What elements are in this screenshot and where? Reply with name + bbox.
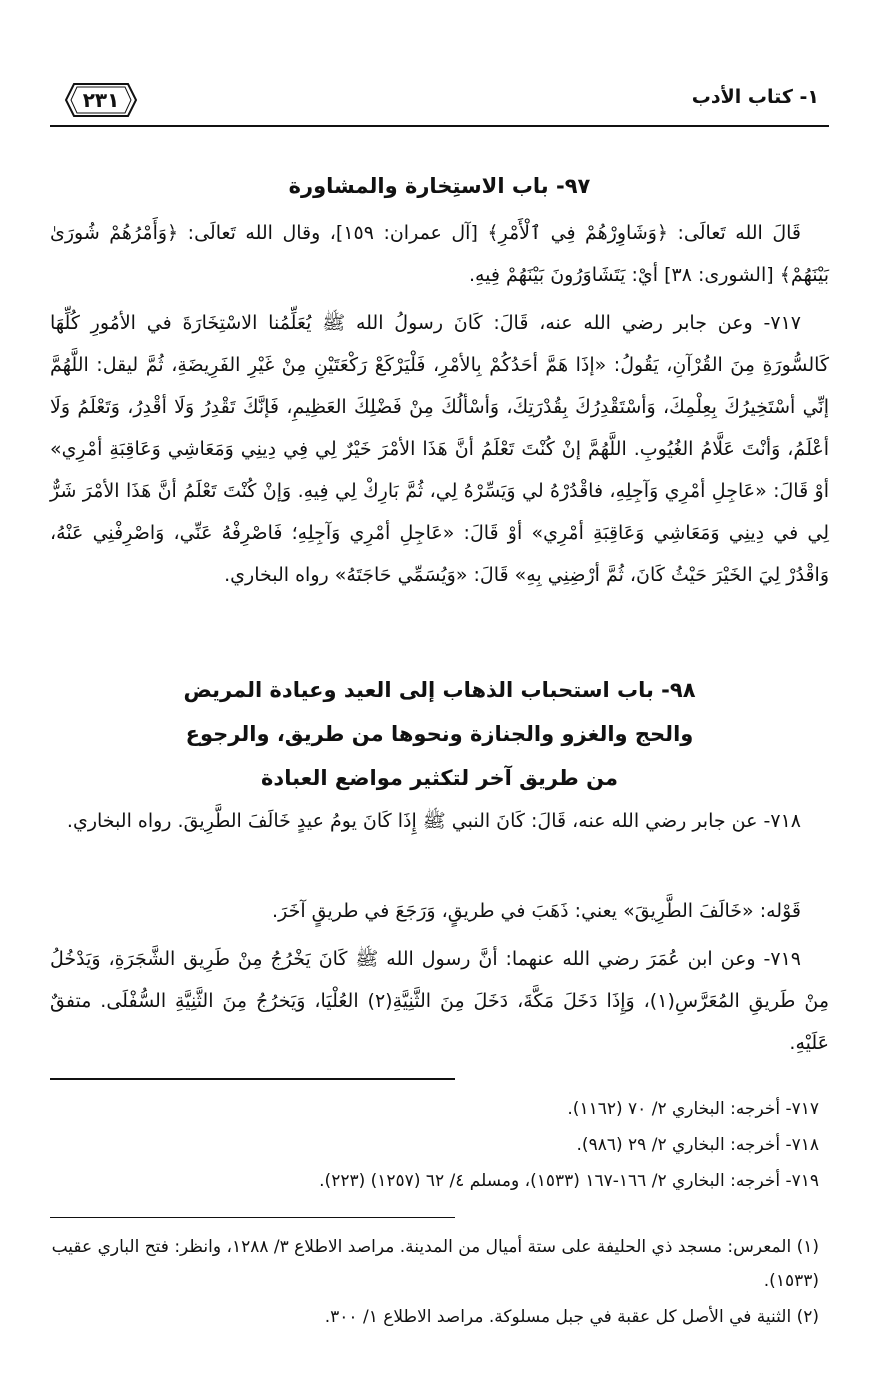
source-718: ٧١٨- أخرجه: البخاري ٢/ ٢٩ (٩٨٦). (576, 1135, 819, 1155)
hadith-719: ٧١٩- وعن ابن عُمَرَ رضي الله عنهما: أنَّ رسول الله ﷺ كَانَ يَخْرُجُ مِنْ طَرِيق الشَّجَرَةِ، وَيَدْخُلُ مِنْ طَريقِ المُعَرَّسِ(١)، وَإِذَا دَخَلَ مَكَّةَ، دَخَلَ مِنَ الثَّنِيَّةِ(٢) العُلْيَا، وَيَخرُجُ مِنَ الثَّنِيَّةِ السُّفْلَى. متفقٌ عَلَيْهِ. (50, 948, 829, 1054)
section-97-title: ٩٧- باب الاستِخارة والمشاورة (288, 174, 591, 198)
page-number: ٢٣١ (82, 88, 120, 112)
sources-rule (50, 1078, 455, 1080)
section-98-title-line2: والحج والغزو والجنازة ونحوها من طريق، والرجوع (185, 722, 694, 746)
source-717: ٧١٧- أخرجه: البخاري ٢/ ٧٠ (١١٦٢). (567, 1099, 819, 1119)
section-97-intro: قَالَ الله تَعالَى: ﴿وَشَاوِرْهُمْ فِي ٱلْأَمْرِ﴾ [آل عمران: ١٥٩]، وقال الله تَعالَى: ﴿وَأَمْرُهُمْ شُورَىٰ بَيْنَهُمْ﴾ [الشورى: ٣٨] أيْ: يَتَشَاوَرُونَ بَيْنَهُمْ فِيهِ. (50, 222, 829, 286)
hadith-718: ٧١٨- عن جابر رضي الله عنه، قَالَ: كَانَ النبي ﷺ إِذَا كَانَ يومُ عيدٍ خَالَفَ الطَّرِيقَ. رواه البخاري. (66, 810, 801, 832)
footnotes-rule (50, 1217, 455, 1218)
running-head: ١- كتاب الأدب (691, 86, 819, 108)
source-719: ٧١٩- أخرجه: البخاري ٢/ ١٦٦-١٦٧ (١٥٣٣)، ومسلم ٤/ ٦٢ (١٢٥٧) (٢٢٣). (319, 1171, 819, 1191)
section-98-title-line3: من طريق آخر لتكثير مواضع العبادة (261, 766, 618, 790)
hadith-717: ٧١٧- وعن جابر رضي الله عنه، قَالَ: كَانَ رسولُ الله ﷺ يُعَلِّمُنا الاسْتِخَارَةَ في الأمُورِ كُلِّهَا كَالسُّورَةِ مِنَ القُرْآنِ، يَقُولُ: «إذَا هَمَّ أحَدُكُمْ بِالأمْرِ، فَلْيَرْكَعْ رَكْعَتَيْنِ مِنْ غَيْرِ الفَرِيضَةِ، ثُمَّ ليقل: اللَّهُمَّ إنِّي أسْتَخِيرُكَ بِعِلْمِكَ، وَأسْتَقْدِرُكَ بِقُدْرَتِكَ، وَأسْألُكَ مِنْ فَضْلِكَ العَظِيمِ، فَإنَّكَ تَقْدِرُ وَلَا أقْدِرُ، وَتَعْلَمُ وَلَا أعْلَمُ، وَأنْتَ عَلَّامُ الغُيُوبِ. اللَّهُمَّ إنْ كُنْتَ تَعْلَمُ أنَّ هَذَا الأمْرَ خَيْرٌ لِي فِي دِينِي وَمَعَاشِي وَعَاقِبَةِ أمْرِي» أوْ قَالَ: «عَاجِلِ أمْرِي وَآجِلِهِ، فاقْدُرْهُ لي وَيَسِّرْهُ لِي، ثُمَّ بَارِكْ لِي فِيهِ. وَإنْ كُنْتَ تَعْلَمُ أنَّ هَذَا الأمْرَ شَرٌّ لِي في دِينِي وَمَعَاشِي وَعَاقِبَةِ أمْرِي» أوْ قَالَ: «عَاجِلِ أمْرِي وَآجِلِهِ؛ فَاصْرِفْهُ عَنِّي، وَاصْرِفْنِي عَنْهُ، وَاقْدُرْ لِيَ الخَيْرَ حَيْثُ كَانَ، ثُمَّ أرْضِنِي بِهِ» قَالَ: «وَيُسَمِّي حَاجَتَهُ» رواه البخاري. (50, 312, 829, 586)
footnote-1: (١) المعرس: مسجد ذي الحليفة على ستة أميال من المدينة. مراصد الاطلاع ٣/ ١٢٨٨، وانظر: فتح الباري عقيب (١٥٣٣). (51, 1237, 819, 1291)
header-rule (50, 125, 829, 127)
hadith-718-explanation: قَوْله: «خَالَفَ الطَّرِيقَ» يعني: ذَهَبَ في طريقٍ، وَرَجَعَ في طريقٍ آخَرَ. (272, 900, 801, 922)
section-98-title-line1: ٩٨- باب استحباب الذهاب إلى العيد وعيادة المريض (183, 678, 696, 702)
page-number-frame (62, 80, 140, 120)
footnote-2: (٢) الثنية في الأصل كل عقبة في جبل مسلوكة. مراصد الاطلاع ١/ ٣٠٠. (324, 1307, 819, 1327)
